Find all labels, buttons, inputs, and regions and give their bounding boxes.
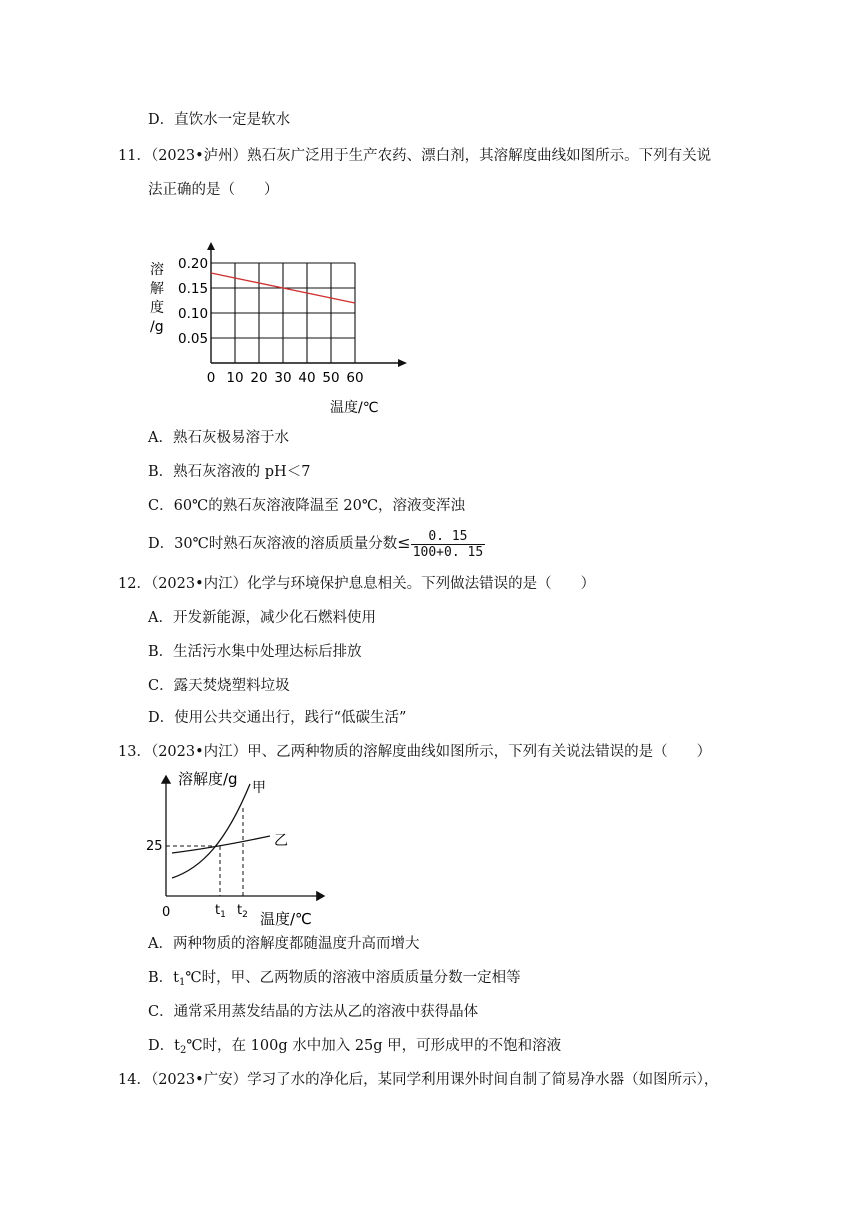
leq-sign: ≤ (397, 533, 411, 552)
t2-sub: 2 (242, 910, 248, 920)
x-tick-label: 10 (226, 370, 244, 386)
x-tick-label: 50 (322, 370, 340, 386)
question-12-option-d: D．使用公共交通出行，践行“低碳生活” (148, 710, 407, 726)
y-axis-label: 溶解度/g (178, 770, 238, 788)
t2-label (237, 903, 248, 920)
question-12-option-c: C．露天焚烧塑料垃圾 (148, 678, 290, 694)
option-d-text: D．30℃时熟石灰溶液的溶质质量分数 (148, 536, 398, 552)
y-label-char: 解 (150, 281, 164, 297)
option-b-sub: 1 (178, 977, 186, 988)
option-d-pre: D．t (148, 1038, 180, 1054)
chart-solubility-calcium-hydroxide (140, 238, 420, 420)
question-11-option-b: B．熟石灰溶液的 pH＜7 (148, 464, 311, 480)
question-11-option-c: C．60℃的熟石灰溶液降温至 20℃，溶液变浑浊 (148, 498, 466, 514)
x-axis-label: 温度/℃ (330, 400, 379, 416)
question-13-option-a: A．两种物质的溶解度都随温度升高而增大 (148, 936, 420, 952)
y-tick-labels (178, 256, 208, 347)
series-jia-curve (172, 784, 250, 878)
question-12-option-a: A．开发新能源，减少化石燃料使用 (148, 610, 376, 626)
y-tick-label: 0.15 (178, 281, 209, 297)
x-tick-label: 60 (346, 370, 364, 386)
question-11-stem: 11．（2023•泸州）熟石灰广泛用于生产农药、漂白剂，其溶解度曲线如图所示。下列有关说 (118, 148, 712, 164)
option-d-post: ℃时，在 100g 水中加入 25g 甲，可形成甲的不饱和溶液 (186, 1038, 562, 1054)
question-11-stem-cont: 法正确的是（ ） (148, 182, 279, 198)
x-axis-arrow (398, 359, 407, 367)
question-13-option-b (148, 968, 521, 993)
fraction (411, 529, 485, 560)
x-tick-labels (207, 370, 364, 386)
y-tick-label: 0.10 (178, 306, 209, 322)
question-14-stem: 14．（2023•广安）学习了水的净化后，某同学利用课外时间自制了简易净水器（如图所示）， (118, 1072, 719, 1088)
series-yi-label: 乙 (274, 833, 288, 849)
chart-solubility-jia-yi (140, 762, 340, 930)
y-mark-25: 25 (146, 839, 163, 854)
question-12-stem: 12．（2023•内江）化学与环境保护息息相关。下列做法错误的是（ ） (118, 576, 596, 592)
x-axis-label: 温度/℃ (260, 910, 312, 928)
series-jia-label: 甲 (252, 780, 266, 796)
y-label-char: /g (150, 319, 164, 335)
question-13-option-c: C．通常采用蒸发结晶的方法从乙的溶液中获得晶体 (148, 1004, 479, 1020)
option-b-post: ℃时，甲、乙两物质的溶液中溶质质量分数一定相等 (185, 970, 521, 986)
question-11-option-a: A．熟石灰极易溶于水 (148, 430, 289, 446)
t1-sub: 1 (220, 910, 226, 920)
option-d-prev: D．直饮水一定是软水 (148, 112, 291, 128)
x-tick-label: 30 (274, 370, 292, 386)
y-label-char: 度 (150, 300, 164, 316)
t1-main: t (215, 903, 221, 918)
question-12-option-b: B．生活污水集中处理达标后排放 (148, 644, 362, 660)
origin-label: 0 (162, 905, 171, 920)
fraction-numerator: 0. 15 (411, 529, 485, 545)
y-tick-label: 0.20 (178, 256, 209, 272)
x-tick-label: 20 (250, 370, 268, 386)
y-label-char: 溶 (150, 262, 164, 278)
fraction-denominator: 100+0. 15 (412, 544, 484, 560)
t1-label (215, 903, 226, 920)
question-13-option-d (148, 1036, 561, 1061)
option-b-pre: B．t (148, 970, 179, 986)
y-axis-label (150, 261, 164, 335)
y-tick-label: 0.05 (178, 331, 209, 347)
x-tick-label: 40 (298, 370, 316, 386)
y-axis-arrow (207, 242, 215, 250)
x-tick-label: 0 (206, 370, 216, 386)
t2-main: t (237, 903, 243, 918)
question-11-option-d (148, 528, 485, 560)
option-d-sub: 2 (179, 1045, 187, 1056)
question-13-stem: 13．（2023•内江）甲、乙两种物质的溶解度曲线如图所示，下列有关说法错误的是（ ） (118, 744, 712, 760)
